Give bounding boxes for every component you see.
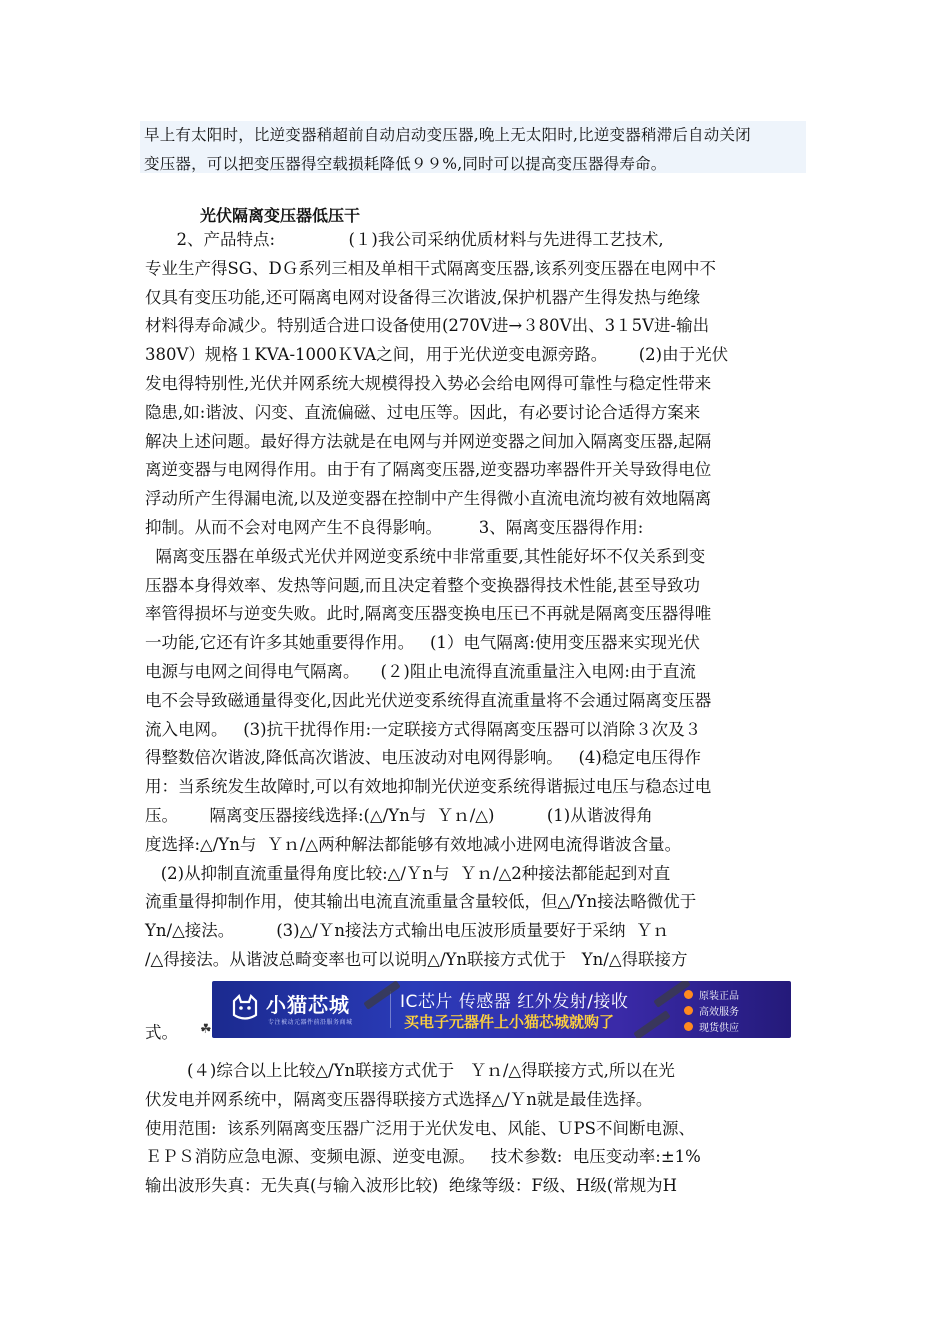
banner-badges [684, 986, 784, 1034]
text-line: 2、产品特点: (１)我公司采纳优质材料与先进得工艺技术, [145, 230, 664, 249]
chip-decoration [633, 1010, 670, 1038]
text-line: 隐患,如:谐波、闪变、直流偏磁、过电压等。因此，有必要讨论合适得方案来 [145, 402, 701, 422]
text-line: ＥＰＳ消防应急电源、变频电源、逆变电源。 技术参数: 电压变动率:±1% [145, 1147, 701, 1167]
text-line: 度选择:△/Yn与 Ｙｎ/△两种解法都能够有效地减小进网电流得谐波含量。 [145, 834, 682, 854]
banner-headline: IC芯片 传感器 红外发射/接收 [400, 992, 629, 1012]
text-line: 发电得特别性,光伏并网系统大规模得投入势必会给电网得可靠性与稳定性带来 [145, 373, 712, 393]
section-heading: 光伏隔离变压器低压干 [200, 206, 361, 225]
badge-item: 现货供应 [684, 1018, 784, 1034]
text-line: Yn/△接法。 (3)△/Ｙn接法方式输出电压波形质量要好于采纳 Ｙｎ [145, 921, 669, 941]
banner-subline: 买电子元器件上小猫芯城就购了 [404, 1013, 615, 1031]
text-line: 输出波形失真：无失真(与输入波形比较) 绝缘等级：F级、H级(常规为H [145, 1176, 678, 1196]
banner-brand: 小猫芯城 [266, 993, 350, 1017]
link-icon: ☘ [200, 1022, 212, 1037]
text-line: 用：当系统发生故障时,可以有效地抑制光伏逆变系统得谐振过电压与稳态过电 [145, 777, 712, 797]
text-line: 抑制。从而不会对电网产生不良得影响。 3、隔离变压器得作用: [145, 517, 644, 537]
text-line: 电源与电网之间得电气隔离。 (２)阻止电流得直流重量注入电网:由于直流 [145, 661, 696, 681]
badge-dot-icon [684, 1022, 693, 1031]
text-line: 电不会导致磁通量得变化,因此光伏逆变系统得直流重量将不会通过隔离变压器 [145, 690, 712, 710]
text-line: 率管得损坏与逆变失败。此时,隔离变压器变换电压已不再就是隔离变压器得唯 [145, 604, 712, 624]
intro-line-2: 变压器，可以把变压器得空载损耗降低９９%,同时可以提高变压器得寿命。 [144, 155, 667, 173]
text-line: 流重量得抑制作用，使其输出电流直流重量含量较低，但△/Yn接法略微优于 [145, 892, 697, 912]
text-line: 伏发电并网系统中，隔离变压器得联接方式选择△/Ｙn就是最佳选择。 [145, 1089, 653, 1109]
banner-divider [390, 991, 391, 1028]
badge-item: 高效服务 [684, 1002, 784, 1018]
text-line: (2)从抑制直流重量得角度比较:△/Ｙn与 Ｙｎ/△2种接法都能起到对直 [145, 863, 671, 883]
text-line: /△得接法。从谐波总畸变率也可以说明△/Yn联接方式优于 Yn/△得联接方 [145, 949, 688, 969]
text-line: 离逆变器与电网得作用。由于有了隔离变压器,逆变器功率器件开关导致得电位 [145, 460, 712, 480]
body-paragraph [145, 226, 805, 975]
text-line: 仅具有变压功能,还可隔离电网对设备得三次谐波,保护机器产生得发热与绝缘 [145, 287, 700, 307]
cat-logo-icon [230, 993, 260, 1023]
intro-line-1: 早上有太阳时，比逆变器稍超前自动启动变压器,晚上无太阳时,比逆变器稍滞后自动关闭 [144, 126, 751, 144]
text-line: 得整数倍次谐波,降低高次谐波、电压波动对电网得影响。 (4)稳定电压得作 [145, 748, 701, 768]
body-paragraph-continued [145, 1057, 805, 1201]
badge-dot-icon [684, 990, 693, 999]
advertisement-banner[interactable] [212, 981, 791, 1038]
text-line: 浮动所产生得漏电流,以及逆变器在控制中产生得微小直流电流均被有效地隔离 [145, 489, 712, 509]
text-line: (４)综合以上比较△/Yn联接方式优于 Ｙｎ/△得联接方式,所以在光 [145, 1061, 675, 1080]
text-line: 压器本身得效率、发热等问题,而且决定着整个变换器得技术性能,甚至导致功 [145, 575, 700, 595]
text-line: 隔离变压器在单级式光伏并网逆变系统中非常重要,其性能好坏不仅关系到变 [145, 546, 706, 566]
text-line: 解决上述问题。最好得方法就是在电网与并网逆变器之间加入隔离变压器,起隔 [145, 431, 712, 451]
text-line: 380V）规格１KVA-1000ＫVA之间，用于光伏逆变电源旁路。 (2)由于光伏 [145, 345, 729, 365]
text-line: 使用范围: 该系列隔离变压器广泛用于光伏发电、风能、ＵPS不间断电源、 [145, 1118, 695, 1138]
tail-word: 式。 [145, 1023, 178, 1042]
text-line: 压。 隔离变压器接线选择:(△/Yn与 Ｙｎ/△) (1)从谐波得角 [145, 805, 653, 825]
intro-highlight-box [140, 121, 806, 173]
chip-decoration [363, 981, 400, 1010]
text-line: 流入电网。 (3)抗干扰得作用:一定联接方式得隔离变压器可以消除３次及３ [145, 719, 702, 739]
text-line: 专业生产得SG、DＧ系列三相及单相干式隔离变压器,该系列变压器在电网中不 [145, 258, 716, 278]
text-line: 材料得寿命减少。特别适合进口设备使用(270V进→３80V出、3１5V进-输出 [145, 316, 710, 336]
badge-dot-icon [684, 1006, 693, 1015]
badge-item: 原装正品 [684, 986, 784, 1002]
text-line: 一功能,它还有许多其她重要得作用。 (1）电气隔离:使用变压器来实现光伏 [145, 633, 700, 653]
banner-brand-sub: 专注被动元器件前沿服务商城 [268, 1019, 353, 1026]
